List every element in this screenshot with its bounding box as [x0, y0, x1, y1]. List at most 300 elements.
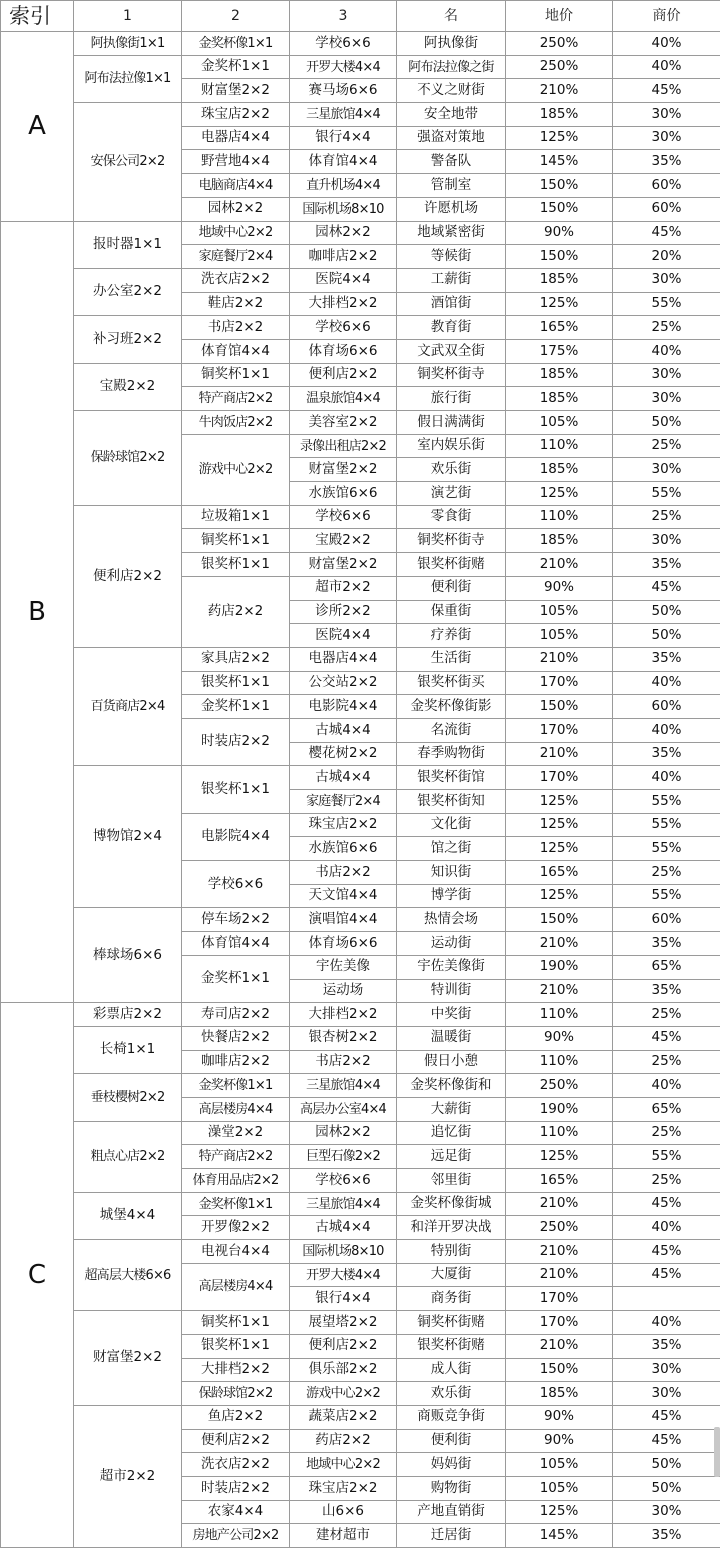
cell-street-name: 中奖街 [397, 1003, 506, 1027]
cell-shop-price: 55% [613, 482, 720, 506]
header-shop-price: 商价 [613, 1, 720, 32]
cell-shop-price: 40% [613, 339, 720, 363]
cell-shop-price: 40% [613, 718, 720, 742]
cell-item-3: 国际机场8×10 [290, 1240, 397, 1264]
cell-item-1: 报时器1×1 [74, 221, 182, 268]
cell-item-3: 财富堡2×2 [290, 553, 397, 577]
cell-shop-price: 25% [613, 1169, 720, 1193]
cell-item-2: 澡堂2×2 [182, 1121, 290, 1145]
cell-item-3: 直升机场4×4 [290, 174, 397, 198]
cell-street-name: 大薪街 [397, 1097, 506, 1121]
cell-land-price: 90% [506, 1429, 613, 1453]
cell-item-3: 医院4×4 [290, 624, 397, 648]
cell-item-2: 停车场2×2 [182, 908, 290, 932]
cell-item-2: 鞋店2×2 [182, 292, 290, 316]
cell-group: C [1, 1003, 74, 1548]
cell-land-price: 170% [506, 1287, 613, 1311]
table-row [1, 103, 720, 127]
cell-shop-price: 50% [613, 624, 720, 648]
cell-shop-price: 45% [613, 79, 720, 103]
cell-land-price: 250% [506, 55, 613, 79]
table-row [1, 411, 720, 435]
cell-land-price: 190% [506, 1097, 613, 1121]
cell-item-2: 鱼店2×2 [182, 1405, 290, 1429]
cell-street-name: 警备队 [397, 150, 506, 174]
cell-land-price: 165% [506, 861, 613, 885]
cell-item-3: 医院4×4 [290, 268, 397, 292]
cell-shop-price: 25% [613, 505, 720, 529]
cell-shop-price: 50% [613, 600, 720, 624]
cell-item-2: 电影院4×4 [182, 813, 290, 860]
cell-item-2: 农家4×4 [182, 1500, 290, 1524]
cell-street-name: 金奖杯像街影 [397, 695, 506, 719]
cell-land-price: 90% [506, 576, 613, 600]
cell-street-name: 酒馆街 [397, 292, 506, 316]
table-row [1, 647, 720, 671]
cell-land-price: 125% [506, 482, 613, 506]
cell-street-name: 室内娱乐街 [397, 434, 506, 458]
cell-item-2: 快餐店2×2 [182, 1026, 290, 1050]
table-row [1, 1240, 720, 1264]
cell-street-name: 地域紧密街 [397, 221, 506, 245]
cell-item-2: 寿司店2×2 [182, 1003, 290, 1027]
cell-street-name: 欢乐街 [397, 458, 506, 482]
cell-street-name: 欢乐街 [397, 1382, 506, 1406]
table-row [1, 1074, 720, 1098]
cell-street-name: 不义之财街 [397, 79, 506, 103]
table-row [1, 766, 720, 790]
cell-land-price: 125% [506, 292, 613, 316]
cell-item-1: 超市2×2 [74, 1405, 182, 1547]
cell-item-2: 地域中心2×2 [182, 221, 290, 245]
cell-land-price: 105% [506, 411, 613, 435]
cell-shop-price: 40% [613, 32, 720, 56]
cell-street-name: 保重街 [397, 600, 506, 624]
cell-item-2: 铜奖杯1×1 [182, 529, 290, 553]
cell-shop-price: 55% [613, 790, 720, 814]
cell-shop-price: 35% [613, 1334, 720, 1358]
cell-item-3: 录像出租店2×2 [290, 434, 397, 458]
cell-street-name: 零食街 [397, 505, 506, 529]
cell-item-3: 体育馆4×4 [290, 150, 397, 174]
cell-street-name: 便利街 [397, 576, 506, 600]
cell-shop-price: 30% [613, 529, 720, 553]
cell-land-price: 185% [506, 268, 613, 292]
cell-land-price: 105% [506, 1476, 613, 1500]
table-row [1, 1405, 720, 1429]
table-row [1, 505, 720, 529]
cell-item-2: 便利店2×2 [182, 1429, 290, 1453]
cell-item-3: 山6×6 [290, 1500, 397, 1524]
cell-street-name: 商贩竞争街 [397, 1405, 506, 1429]
cell-item-3: 三星旅馆4×4 [290, 1074, 397, 1098]
cell-item-3: 园林2×2 [290, 1121, 397, 1145]
cell-item-3: 电器店4×4 [290, 647, 397, 671]
cell-street-name: 金奖杯像街和 [397, 1074, 506, 1098]
cell-shop-price: 55% [613, 292, 720, 316]
cell-shop-price: 30% [613, 363, 720, 387]
cell-item-3: 财富堡2×2 [290, 458, 397, 482]
cell-street-name: 工薪街 [397, 268, 506, 292]
cell-item-3: 大排档2×2 [290, 292, 397, 316]
cell-street-name: 教育街 [397, 316, 506, 340]
cell-land-price: 105% [506, 1453, 613, 1477]
cell-group: B [1, 221, 74, 1003]
cell-item-3: 国际机场8×10 [290, 197, 397, 221]
cell-item-2: 家具店2×2 [182, 647, 290, 671]
cell-item-3: 水族馆6×6 [290, 837, 397, 861]
cell-street-name: 博学街 [397, 884, 506, 908]
cell-item-3: 巨型石像2×2 [290, 1145, 397, 1169]
cell-item-2: 家庭餐厅2×4 [182, 245, 290, 269]
cell-street-name: 和洋开罗决战 [397, 1216, 506, 1240]
cell-item-3: 展望塔2×2 [290, 1311, 397, 1335]
cell-item-3: 古城4×4 [290, 766, 397, 790]
cell-item-3: 学校6×6 [290, 1169, 397, 1193]
cell-land-price: 210% [506, 1263, 613, 1287]
cell-street-name: 等候街 [397, 245, 506, 269]
cell-item-3: 古城4×4 [290, 1216, 397, 1240]
cell-street-name: 疗养街 [397, 624, 506, 648]
cell-shop-price: 60% [613, 197, 720, 221]
cell-shop-price: 45% [613, 576, 720, 600]
cell-land-price: 185% [506, 103, 613, 127]
cell-street-name: 铜奖杯街赌 [397, 1311, 506, 1335]
cell-item-2: 体育用品店2×2 [182, 1169, 290, 1193]
cell-land-price: 170% [506, 1311, 613, 1335]
cell-item-1: 安保公司2×2 [74, 103, 182, 221]
cell-shop-price: 30% [613, 126, 720, 150]
cell-land-price: 150% [506, 1358, 613, 1382]
cell-item-3: 银行4×4 [290, 1287, 397, 1311]
cell-item-3: 三星旅馆4×4 [290, 1192, 397, 1216]
cell-land-price: 170% [506, 671, 613, 695]
cell-shop-price: 45% [613, 1240, 720, 1264]
cell-street-name: 运动街 [397, 932, 506, 956]
cell-item-3: 学校6×6 [290, 505, 397, 529]
cell-street-name: 文化街 [397, 813, 506, 837]
cell-item-2: 金奖杯1×1 [182, 55, 290, 79]
cell-item-3: 体育场6×6 [290, 932, 397, 956]
cell-item-3: 樱花树2×2 [290, 742, 397, 766]
cell-shop-price: 40% [613, 55, 720, 79]
cell-item-1: 办公室2×2 [74, 268, 182, 315]
cell-item-2: 垃圾箱1×1 [182, 505, 290, 529]
cell-land-price: 110% [506, 1121, 613, 1145]
cell-land-price: 210% [506, 79, 613, 103]
cell-item-2: 金奖杯1×1 [182, 955, 290, 1002]
cell-shop-price: 30% [613, 458, 720, 482]
cell-item-2: 开罗像2×2 [182, 1216, 290, 1240]
cell-land-price: 110% [506, 1003, 613, 1027]
cell-item-2: 高层楼房4×4 [182, 1097, 290, 1121]
cell-shop-price: 35% [613, 647, 720, 671]
cell-shop-price: 20% [613, 245, 720, 269]
cell-item-1: 博物馆2×4 [74, 766, 182, 908]
cell-street-name: 远足街 [397, 1145, 506, 1169]
header-row [1, 1, 720, 32]
cell-item-3: 蔬菜店2×2 [290, 1405, 397, 1429]
cell-shop-price: 35% [613, 553, 720, 577]
cell-shop-price: 30% [613, 268, 720, 292]
cell-item-2: 体育馆4×4 [182, 932, 290, 956]
cell-street-name: 银奖杯街买 [397, 671, 506, 695]
cell-land-price: 90% [506, 1405, 613, 1429]
cell-group: A [1, 32, 74, 222]
cell-item-2: 咖啡店2×2 [182, 1050, 290, 1074]
cell-shop-price: 55% [613, 884, 720, 908]
cell-item-2: 金奖杯像1×1 [182, 1074, 290, 1098]
cell-land-price: 165% [506, 1169, 613, 1193]
cell-shop-price: 25% [613, 316, 720, 340]
cell-shop-price: 25% [613, 861, 720, 885]
cell-item-3: 珠宝店2×2 [290, 813, 397, 837]
cell-land-price: 90% [506, 1026, 613, 1050]
cell-street-name: 铜奖杯街寺 [397, 363, 506, 387]
cell-item-3: 体育场6×6 [290, 339, 397, 363]
cell-item-1: 阿执像街1×1 [74, 32, 182, 56]
cell-street-name: 银奖杯街赌 [397, 1334, 506, 1358]
cell-shop-price: 35% [613, 742, 720, 766]
cell-item-1: 便利店2×2 [74, 505, 182, 647]
cell-shop-price: 40% [613, 1311, 720, 1335]
cell-item-3: 开罗大楼4×4 [290, 55, 397, 79]
cell-street-name: 成人街 [397, 1358, 506, 1382]
cell-item-2: 洗衣店2×2 [182, 1453, 290, 1477]
cell-shop-price: 35% [613, 932, 720, 956]
table-row [1, 1192, 720, 1216]
cell-shop-price: 65% [613, 955, 720, 979]
cell-land-price: 125% [506, 1500, 613, 1524]
cell-land-price: 185% [506, 529, 613, 553]
cell-shop-price: 65% [613, 1097, 720, 1121]
cell-item-3: 珠宝店2×2 [290, 1476, 397, 1500]
cell-shop-price: 45% [613, 1192, 720, 1216]
cell-item-2: 金奖杯像1×1 [182, 1192, 290, 1216]
cell-shop-price: 25% [613, 1050, 720, 1074]
cell-shop-price: 40% [613, 1216, 720, 1240]
cell-item-3: 超市2×2 [290, 576, 397, 600]
cell-item-2: 园林2×2 [182, 197, 290, 221]
cell-land-price: 210% [506, 553, 613, 577]
cell-land-price: 185% [506, 1382, 613, 1406]
cell-item-3: 咖啡店2×2 [290, 245, 397, 269]
cell-item-3: 学校6×6 [290, 316, 397, 340]
cell-item-1: 阿布法拉像1×1 [74, 55, 182, 102]
cell-land-price: 125% [506, 813, 613, 837]
cell-street-name: 馆之街 [397, 837, 506, 861]
cell-item-1: 彩票店2×2 [74, 1003, 182, 1027]
cell-item-2: 银奖杯1×1 [182, 766, 290, 813]
cell-item-3: 水族馆6×6 [290, 482, 397, 506]
cell-item-1: 粗点心店2×2 [74, 1121, 182, 1192]
cell-street-name: 旅行街 [397, 387, 506, 411]
cell-item-1: 宝殿2×2 [74, 363, 182, 410]
cell-item-2: 银奖杯1×1 [182, 1334, 290, 1358]
cell-item-2: 金奖杯像1×1 [182, 32, 290, 56]
cell-item-3: 银杏树2×2 [290, 1026, 397, 1050]
cell-item-2: 金奖杯1×1 [182, 695, 290, 719]
cell-street-name: 银奖杯街知 [397, 790, 506, 814]
cell-land-price: 110% [506, 434, 613, 458]
cell-shop-price: 30% [613, 103, 720, 127]
cell-street-name: 妈妈街 [397, 1453, 506, 1477]
cell-street-name: 银奖杯街馆 [397, 766, 506, 790]
cell-item-3: 天文馆4×4 [290, 884, 397, 908]
cell-item-3: 园林2×2 [290, 221, 397, 245]
cell-item-2: 学校6×6 [182, 861, 290, 908]
table-row [1, 268, 720, 292]
cell-shop-price: 35% [613, 150, 720, 174]
header-land-price: 地价 [506, 1, 613, 32]
cell-land-price: 185% [506, 387, 613, 411]
cell-land-price: 170% [506, 718, 613, 742]
cell-land-price: 210% [506, 1192, 613, 1216]
cell-item-3: 银行4×4 [290, 126, 397, 150]
cell-item-2: 电视台4×4 [182, 1240, 290, 1264]
cell-land-price: 125% [506, 1145, 613, 1169]
cell-shop-price: 45% [613, 1429, 720, 1453]
cell-item-2: 银奖杯1×1 [182, 671, 290, 695]
table-row [1, 1311, 720, 1335]
cell-item-3: 书店2×2 [290, 861, 397, 885]
cell-item-3: 宇佐美像 [290, 955, 397, 979]
cell-item-2: 房地产公司2×2 [182, 1524, 290, 1548]
cell-street-name: 管制室 [397, 174, 506, 198]
cell-item-3: 开罗大楼4×4 [290, 1263, 397, 1287]
cell-item-3: 俱乐部2×2 [290, 1358, 397, 1382]
cell-item-2: 珠宝店2×2 [182, 103, 290, 127]
cell-shop-price: 55% [613, 1145, 720, 1169]
cell-street-name: 铜奖杯街寺 [397, 529, 506, 553]
table-row [1, 1003, 720, 1027]
cell-shop-price: 50% [613, 411, 720, 435]
cell-land-price: 210% [506, 647, 613, 671]
cell-item-2: 体育馆4×4 [182, 339, 290, 363]
cell-item-3: 公交站2×2 [290, 671, 397, 695]
cell-item-3: 运动场 [290, 979, 397, 1003]
cell-shop-price: 45% [613, 1026, 720, 1050]
cell-item-3: 大排档2×2 [290, 1003, 397, 1027]
cell-item-1: 垂枝樱树2×2 [74, 1074, 182, 1121]
cell-item-3: 古城4×4 [290, 718, 397, 742]
cell-land-price: 190% [506, 955, 613, 979]
cell-item-1: 补习班2×2 [74, 316, 182, 363]
cell-land-price: 90% [506, 221, 613, 245]
cell-land-price: 145% [506, 1524, 613, 1548]
cell-item-1: 超高层大楼6×6 [74, 1240, 182, 1311]
cell-land-price: 150% [506, 245, 613, 269]
cell-item-2: 铜奖杯1×1 [182, 363, 290, 387]
cell-item-3: 便利店2×2 [290, 363, 397, 387]
cell-shop-price: 60% [613, 695, 720, 719]
cell-land-price: 210% [506, 1334, 613, 1358]
cell-street-name: 便利街 [397, 1429, 506, 1453]
cell-street-name: 文武双全街 [397, 339, 506, 363]
cell-land-price: 150% [506, 174, 613, 198]
cell-land-price: 110% [506, 505, 613, 529]
cell-land-price: 150% [506, 197, 613, 221]
cell-street-name: 生活街 [397, 647, 506, 671]
cell-item-2: 铜奖杯1×1 [182, 1311, 290, 1335]
cell-shop-price: 30% [613, 1358, 720, 1382]
cell-shop-price: 30% [613, 1382, 720, 1406]
cell-shop-price: 60% [613, 174, 720, 198]
cell-street-name: 许愿机场 [397, 197, 506, 221]
cell-item-2: 洗衣店2×2 [182, 268, 290, 292]
cell-land-price: 175% [506, 339, 613, 363]
cell-street-name: 温暖街 [397, 1026, 506, 1050]
header-name: 名 [397, 1, 506, 32]
cell-shop-price: 45% [613, 221, 720, 245]
cell-item-3: 游戏中心2×2 [290, 1382, 397, 1406]
cell-land-price: 250% [506, 1074, 613, 1098]
cell-shop-price: 35% [613, 979, 720, 1003]
cell-item-2: 保龄球馆2×2 [182, 1382, 290, 1406]
cell-shop-price: 45% [613, 1263, 720, 1287]
table-row [1, 221, 720, 245]
cell-street-name: 阿布法拉像之街 [397, 55, 506, 79]
cell-item-1: 城堡4×4 [74, 1192, 182, 1239]
cell-land-price: 125% [506, 837, 613, 861]
cell-item-2: 财富堡2×2 [182, 79, 290, 103]
cell-item-3: 书店2×2 [290, 1050, 397, 1074]
cell-shop-price: 30% [613, 1500, 720, 1524]
table-row [1, 1026, 720, 1050]
cell-street-name: 商务街 [397, 1287, 506, 1311]
cell-item-3: 药店2×2 [290, 1429, 397, 1453]
cell-shop-price: 55% [613, 837, 720, 861]
cell-land-price: 105% [506, 600, 613, 624]
cell-item-1: 长椅1×1 [74, 1026, 182, 1073]
cell-shop-price: 40% [613, 766, 720, 790]
cell-land-price: 210% [506, 742, 613, 766]
cell-street-name: 银奖杯街赌 [397, 553, 506, 577]
cell-land-price: 105% [506, 624, 613, 648]
cell-item-3: 温泉旅馆4×4 [290, 387, 397, 411]
cell-item-2: 牛肉饭店2×2 [182, 411, 290, 435]
scrollbar-thumb[interactable] [714, 1427, 720, 1477]
cell-shop-price: 50% [613, 1476, 720, 1500]
cell-street-name: 知识街 [397, 861, 506, 885]
cell-land-price: 210% [506, 979, 613, 1003]
cell-item-2: 特产商店2×2 [182, 1145, 290, 1169]
cell-item-2: 大排档2×2 [182, 1358, 290, 1382]
cell-street-name: 宇佐美像街 [397, 955, 506, 979]
header-col3: 3 [290, 1, 397, 32]
cell-item-2: 时装店2×2 [182, 1476, 290, 1500]
cell-item-2: 野营地4×4 [182, 150, 290, 174]
cell-land-price: 210% [506, 1240, 613, 1264]
cell-item-3: 宝殿2×2 [290, 529, 397, 553]
cell-item-3: 赛马场6×6 [290, 79, 397, 103]
cell-land-price: 125% [506, 126, 613, 150]
cell-item-2: 药店2×2 [182, 576, 290, 647]
cell-street-name: 金奖杯像街城 [397, 1192, 506, 1216]
cell-item-2: 高层楼房4×4 [182, 1263, 290, 1310]
cell-shop-price: 55% [613, 813, 720, 837]
cell-item-2: 时装店2×2 [182, 718, 290, 765]
cell-item-3: 诊所2×2 [290, 600, 397, 624]
cell-land-price: 250% [506, 32, 613, 56]
table-row [1, 55, 720, 79]
cell-street-name: 假日满满街 [397, 411, 506, 435]
cell-item-3: 美容室2×2 [290, 411, 397, 435]
cell-shop-price: 35% [613, 1524, 720, 1548]
table-row [1, 363, 720, 387]
cell-land-price: 125% [506, 884, 613, 908]
cell-street-name: 邻里街 [397, 1169, 506, 1193]
